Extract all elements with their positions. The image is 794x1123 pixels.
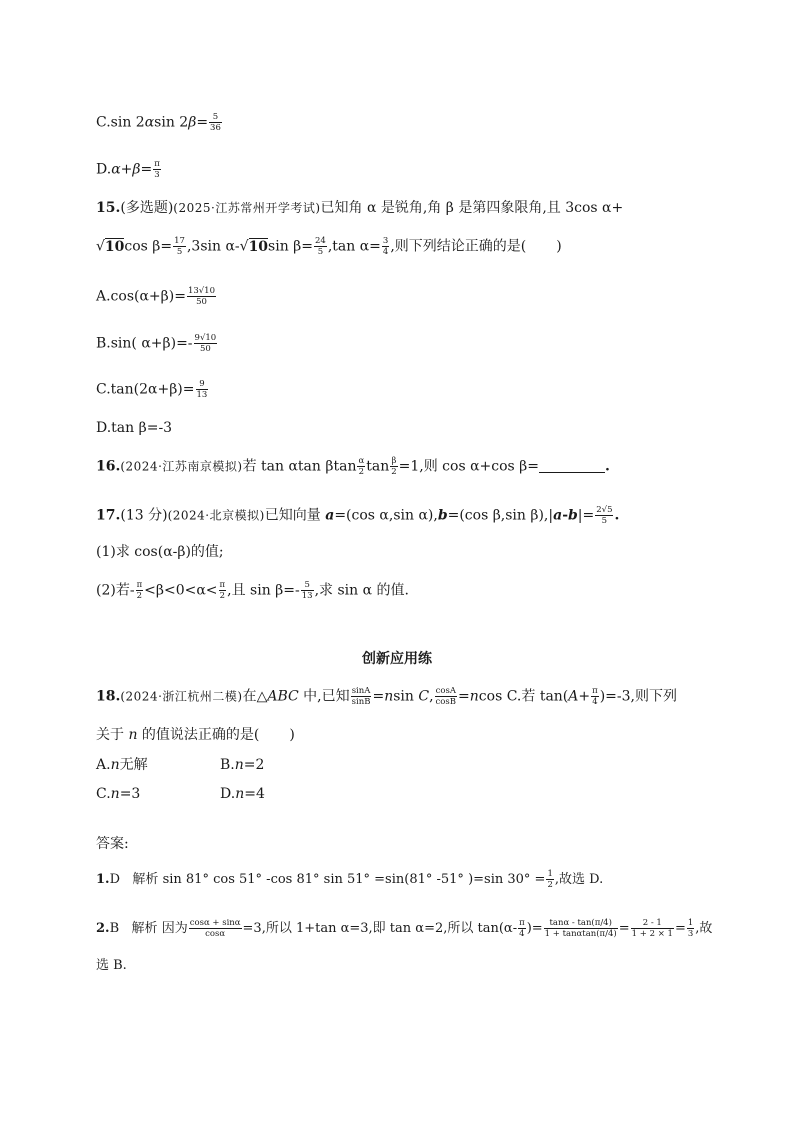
q15-option-a: A.cos(α+β)= $\frac{13√10}{50}$: [96, 286, 216, 307]
q15-option-d: D.tan β=-3: [96, 420, 173, 436]
answer-1: 1.D 解析 sin 81° cos 51° -cos 81° sin 51° =sin(81° -51° )=sin 30° = $\frac{1}{2}$ ,故选 D.: [96, 869, 604, 890]
q18-option-b: B.n=2: [220, 757, 265, 773]
answer-2: 2.B 解析 因为 $\frac{\cos\alpha + \sin\alpha}{\cos\alpha}$ =3,所以 1+tan α=3,即 tan α=2,所以 tan(α- $\frac{\pi}{4}$ )= $\frac{\tan\alpha - \tan(\pi/4)}{1 + \tan\alpha\tan(\pi/4)}$ = $\frac{2 - 1}{1 + 2 \times 1}$ = $\frac{1}{3}$ ,故: [96, 918, 713, 939]
q18-option-a: A.n无解: [96, 757, 148, 773]
q18-stem-line2: 关于 n 的值说法正确的是( ): [96, 727, 295, 743]
q15-stem-line1: 15.(多选题)(2025·江苏常州开学考试)已知角 α 是锐角,角 β 是第四象限角,且 3cos α+: [96, 200, 624, 216]
q17-part2: (2)若- $\frac{\pi}{2}$ <β<0<α< $\frac{\pi}{2}$ ,且 sin β=- $\frac{5}{13}$ ,求 sin α 的值.: [96, 580, 409, 601]
q15-option-b: B.sin( α+β)=- $\frac{9√10}{50}$: [96, 333, 217, 354]
section-title: 创新应用练: [362, 651, 432, 667]
answer-blank: [539, 458, 605, 473]
q18-option-d: D.n=4: [220, 786, 265, 802]
q18-option-c: C.n=3: [96, 786, 141, 802]
q17-part1: (1)求 cos(α-β)的值;: [96, 544, 224, 560]
q17-stem: 17.(13 分)(2024·北京模拟)已知向量 a=(cos α,sin α),b=(cos β,sin β),|a-b|= $\frac{2√5}{5}$ .: [96, 505, 620, 526]
q15-stem-line2: √10cos β= $\frac{17}{5}$ ,3sin α-√10sin β= $\frac{24}{5}$ ,tan α= $\frac{3}{4}$ ,则下列结论正确的是( ): [96, 236, 562, 257]
q14-option-d: D.α+β= $\frac{\pi}{3}$: [96, 159, 160, 180]
answers-label: 答案:: [96, 836, 129, 852]
q16-stem: 16.(2024·江苏南京模拟)若 tan αtan βtan $\frac{\alpha}{2}$ tan $\frac{\beta}{2}$ =1,则 cos α+cos β= .: [96, 456, 610, 477]
q18-stem-line1: 18.(2024·浙江杭州二模)在△ABC 中,已知 $\frac{\sin A}{\sin B}$ =nsin C, $\frac{\cos A}{\cos B}$ =ncos C.若 tan(A+ $\frac{\pi}{4}$ )=-3,则下列: [96, 686, 677, 707]
q14-option-c: C.sin 2αsin 2β= $\frac{5}{36}$: [96, 112, 221, 133]
answer-2-cont: 选 B.: [96, 958, 127, 973]
q15-option-c: C.tan(2α+β)= $\frac{9}{13}$: [96, 379, 208, 400]
